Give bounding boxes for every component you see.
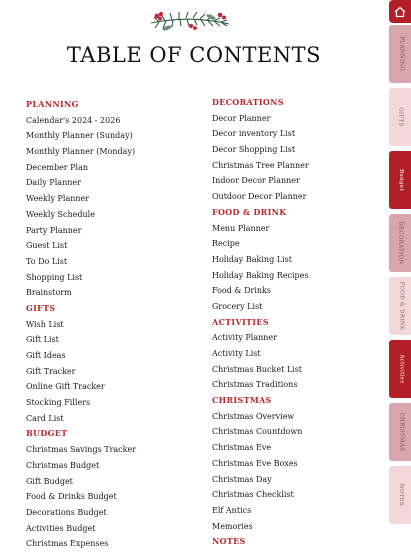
toc-link-decor-planner[interactable]: Decor Planner — [212, 113, 271, 123]
toc-link-christmas-bucket-list[interactable]: Christmas Bucket List — [212, 364, 303, 374]
toc-link-menu-planner[interactable]: Menu Planner — [212, 223, 270, 233]
toc-link-gift-budget[interactable]: Gift Budget — [26, 476, 73, 486]
toc-link-elf-antics[interactable]: Elf Antics — [212, 505, 252, 515]
home-tab[interactable] — [389, 0, 411, 23]
toc-link-online-gift-tracker[interactable]: Online Gift Tracker — [26, 382, 105, 392]
toc-link-gift-list[interactable]: Gift List — [26, 335, 59, 345]
side-tab-label: Budget — [397, 169, 404, 191]
toc-link-memories[interactable]: Memories — [212, 521, 253, 531]
side-tab-food-and-drink[interactable] — [389, 277, 411, 335]
toc-link-christmas-checklist[interactable]: Christmas Checklist — [212, 490, 294, 500]
section-heading-notes: NOTES — [212, 536, 246, 547]
toc-link-indoor-decor-planner[interactable]: Indoor Decor Planner — [212, 176, 300, 186]
toc-link-party-planner[interactable]: Party Planner — [26, 225, 82, 235]
toc-link-christmas-expenses[interactable]: Christmas Expenses — [26, 539, 109, 549]
toc-link-decorations-budget[interactable]: Decorations Budget — [26, 507, 107, 517]
toc-link-recipe[interactable]: Recipe — [212, 239, 240, 249]
toc-link-food-and-drinks[interactable]: Food & Drinks — [212, 286, 271, 296]
side-tab-christmas[interactable] — [389, 403, 411, 461]
toc-link-decor-inventory-list[interactable]: Decor inventory List — [212, 129, 296, 139]
toc-link-gift-tracker[interactable]: Gift Tracker — [26, 366, 76, 376]
toc-link-gift-ideas[interactable]: Gift Ideas — [26, 351, 66, 360]
toc-link-food-and-drinks-budget[interactable]: Food & Drinks Budget — [26, 492, 117, 502]
side-tab-decoration[interactable] — [389, 214, 411, 272]
toc-link-christmas-eve[interactable]: Christmas Eve — [212, 443, 272, 453]
section-heading-christmas: CHRISTMAS — [212, 395, 272, 406]
toc-link-monthly-planner-monday[interactable]: Monthly Planner (Monday) — [26, 147, 136, 157]
toc-link-card-list[interactable]: Card List — [26, 413, 64, 423]
holly-branch-icon — [145, 9, 235, 37]
side-tab-activities[interactable] — [389, 340, 411, 398]
toc-link-christmas-day[interactable]: Christmas Day — [212, 474, 272, 484]
toc-link-decor-shopping-list[interactable]: Decor Shopping List — [212, 145, 296, 155]
toc-link-brainstorm[interactable]: Brainstorm — [26, 288, 72, 298]
toc-right-column — [212, 95, 309, 550]
toc-link-stocking-fillers[interactable]: Stocking Fillers — [26, 398, 91, 408]
side-tab-label: GIFTS — [397, 107, 404, 127]
side-tab-label: CHRISTMAS — [397, 412, 404, 452]
toc-link-monthly-planner-sunday[interactable]: Monthly Planner (Sunday) — [26, 131, 133, 141]
toc-link-december-plan[interactable]: December Plan — [26, 162, 89, 172]
side-tab-label: PLANNING — [397, 36, 404, 72]
side-tab-label: DECORATION — [397, 221, 404, 265]
toc-link-christmas-budget[interactable]: Christmas Budget — [26, 460, 100, 470]
side-tab-budget[interactable] — [389, 151, 411, 209]
toc-link-shopping-list[interactable]: Shopping List — [26, 272, 83, 282]
section-heading-decorations: DECORATIONS — [212, 97, 284, 107]
toc-link-outdoor-decor-planner[interactable]: Outdoor Decor Planner — [212, 192, 307, 202]
toc-link-guest-list[interactable]: Guest List — [26, 241, 68, 251]
toc-link-to-do-list[interactable]: To Do List — [26, 256, 68, 266]
section-heading-activities: ACTIVITIES — [212, 316, 269, 327]
side-tab-notes[interactable] — [389, 466, 411, 524]
toc-link-holiday-baking-recipes[interactable]: Holiday Baking Recipes — [212, 270, 309, 280]
toc-link-weekly-planner[interactable]: Weekly Planner — [26, 194, 90, 204]
side-tab-label: Activities — [397, 354, 404, 384]
home-icon — [393, 5, 407, 19]
toc-link-christmas-tree-planner[interactable]: Christmas Tree Planner — [212, 160, 309, 170]
toc-link-grocery-list[interactable]: Grocery List — [212, 301, 263, 311]
toc-link-christmas-eve-boxes[interactable]: Christmas Eve Boxes — [212, 458, 298, 468]
side-tab-planning[interactable] — [389, 25, 411, 83]
section-heading-budget: BUDGET — [26, 428, 68, 439]
toc-link-christmas-traditions[interactable]: Christmas Traditions — [212, 380, 298, 390]
section-heading-planning: PLANNING — [26, 99, 79, 109]
side-tab-bar — [388, 0, 411, 557]
section-heading-food-and-drink: FOOD & DRINK — [212, 206, 287, 217]
side-tab-gifts[interactable] — [389, 88, 411, 146]
page-title: TABLE OF CONTENTS — [66, 43, 322, 67]
toc-link-weekly-schedule[interactable]: Weekly Schedule — [26, 209, 95, 219]
toc-link-christmas-overview[interactable]: Christmas Overview — [212, 411, 295, 421]
toc-link-activities-budget[interactable]: Activities Budget — [26, 523, 96, 533]
toc-link-daily-planner[interactable]: Daily Planner — [26, 178, 81, 188]
toc-link-calendar-s-2024-2026[interactable]: Calendar's 2024 - 2026 — [26, 115, 121, 125]
toc-left-column — [26, 97, 136, 552]
toc-link-christmas-countdown[interactable]: Christmas Countdown — [212, 427, 303, 437]
toc-link-wish-list[interactable]: Wish List — [26, 319, 64, 329]
side-tab-label: FOOD & DRINK — [397, 281, 404, 331]
side-tab-label: NOTES — [397, 483, 404, 507]
section-heading-gifts: GIFTS — [26, 302, 56, 313]
toc-link-activity-list[interactable]: Activity List — [212, 349, 261, 358]
toc-link-holiday-baking-list[interactable]: Holiday Baking List — [212, 254, 292, 264]
toc-link-activity-planner[interactable]: Activity Planner — [212, 333, 277, 343]
toc-link-christmas-savings-tracker[interactable]: Christmas Savings Tracker — [26, 445, 137, 455]
